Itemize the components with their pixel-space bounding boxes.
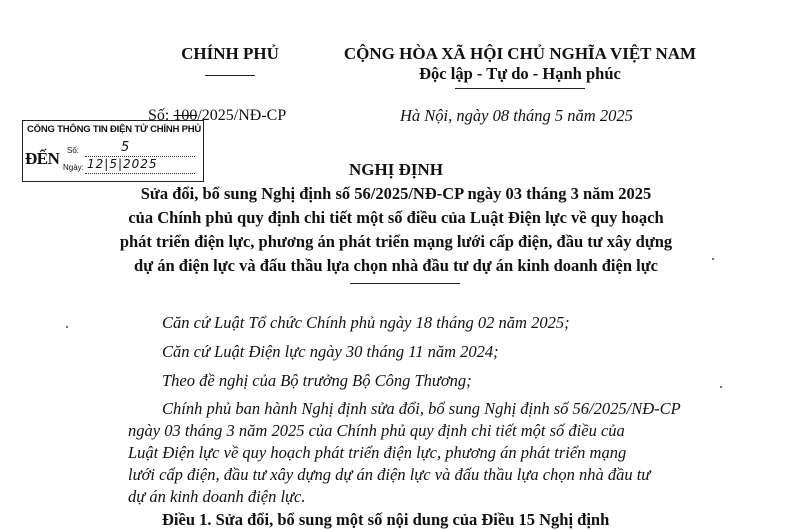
- subtitle-line: dự án điện lực và đấu thầu lựa chọn nhà đầu tư dự án kinh doanh điện lực: [134, 256, 658, 275]
- scan-speck: [720, 386, 722, 388]
- decree-paragraph-line: Chính phủ ban hành Nghị định sửa đổi, bổ sung Nghị định số 56/2025/NĐ-CP: [162, 399, 681, 418]
- legal-basis-line: Căn cứ Luật Điện lực ngày 30 tháng 11 năm 2024;: [162, 342, 499, 361]
- article-1-heading: Điều 1. Sửa đổi, bổ sung một số nội dung của Điều 15 Nghị định: [162, 510, 610, 529]
- scan-speck: [66, 326, 68, 328]
- stamp-number-label: Số:: [67, 146, 80, 155]
- document-title: NGHỊ ĐỊNH: [349, 160, 443, 179]
- stamp-date-value: 12|5|2025: [87, 157, 158, 171]
- document-number-struck: 100: [173, 107, 198, 124]
- stamp-received-label: ĐẾN: [25, 149, 60, 168]
- subtitle-line: của Chính phủ quy định chi tiết một số điều của Luật Điện lực về quy hoạch: [128, 208, 664, 227]
- legal-basis-line: Theo đề nghị của Bộ trưởng Bộ Công Thương;: [162, 371, 472, 390]
- scan-speck: [712, 258, 714, 260]
- motto-underline: [455, 88, 585, 89]
- subtitle-line: Sửa đổi, bổ sung Nghị định số 56/2025/NĐ-CP ngày 03 tháng 3 năm 2025: [140, 184, 652, 203]
- stamp-date-label: Ngày:: [63, 163, 84, 172]
- document-number-suffix: /2025/NĐ-CP: [197, 107, 287, 124]
- decree-paragraph-line: ngày 03 tháng 3 năm 2025 của Chính phủ quy định chi tiết một số điều của: [128, 421, 625, 440]
- issuing-authority: CHÍNH PHỦ: [181, 44, 279, 63]
- document-number-prefix: Số:: [148, 107, 174, 124]
- issuer-underline: [205, 75, 255, 76]
- subtitle-underline: [350, 283, 460, 284]
- stamp-number-value: 5: [121, 140, 130, 155]
- decree-paragraph-line: lưới cấp điện, đầu tư xây dựng dự án điện lực và đấu thầu lựa chọn nhà đầu tư: [128, 465, 651, 484]
- place-and-date: Hà Nội, ngày 08 tháng 5 năm 2025: [400, 106, 633, 125]
- stamp-organization: CỔNG THÔNG TIN ĐIỆN TỬ CHÍNH PHỦ: [27, 124, 202, 135]
- subtitle-line: phát triển điện lực, phương án phát triển mạng lưới cấp điện, đầu tư xây dựng: [119, 232, 673, 251]
- legal-basis-line: Căn cứ Luật Tổ chức Chính phủ ngày 18 tháng 02 năm 2025;: [162, 313, 570, 332]
- national-title: CỘNG HÒA XÃ HỘI CHỦ NGHĨA VIỆT NAM: [343, 44, 697, 63]
- decree-paragraph-line: Luật Điện lực về quy hoạch phát triển điện lực, phương án phát triển mạng: [128, 443, 627, 462]
- decree-paragraph-line: dự án kinh doanh điện lực.: [128, 487, 306, 506]
- national-motto: Độc lập - Tự do - Hạnh phúc: [419, 64, 621, 83]
